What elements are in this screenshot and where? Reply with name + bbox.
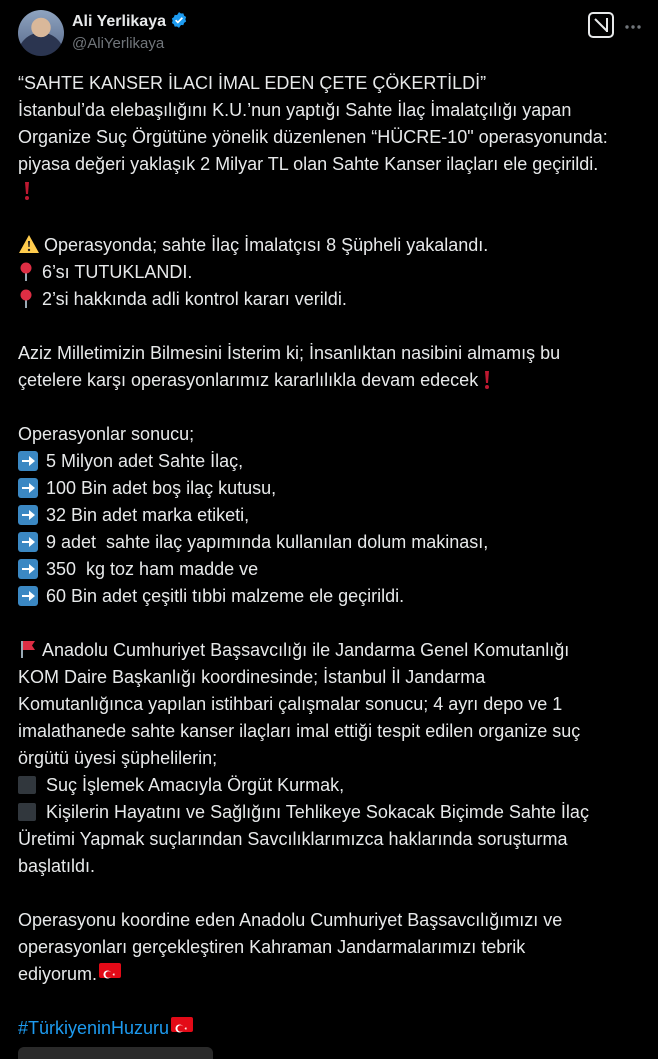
right-arrow-icon: [18, 586, 38, 606]
hashtag-link[interactable]: #TürkiyeninHuzuru: [18, 1018, 170, 1038]
turkey-flag-icon: [171, 1017, 193, 1032]
media-preview[interactable]: [18, 1047, 213, 1059]
warning-icon: [18, 234, 40, 254]
control-text: 2’si hakkında adli kontrol kararı verildi.: [42, 289, 347, 309]
coord-line: örgütü üyesi şüphelilerin;: [18, 748, 218, 768]
result-text: 5 Milyon adet Sahte İlaç,: [46, 451, 244, 471]
exclamation-line: [18, 178, 648, 205]
result-item: [18, 475, 648, 502]
result-text: 350 kg toz ham madde ve: [46, 559, 259, 579]
nation-line: Aziz Milletimizin Bilmesini İsterim ki; İnsanlıktan nasibini almamış bu: [18, 343, 561, 363]
thanks-line: Operasyonu koordine eden Anadolu Cumhuriyet Başsavcılığımızı ve: [18, 910, 563, 930]
result-text: 60 Bin adet çeşitli tıbbi malzeme ele geçirildi.: [46, 586, 405, 606]
coord-text: Anadolu Cumhuriyet Başsavcılığı ile Jandarma Genel Komutanlığı: [42, 640, 570, 660]
control-line: [18, 286, 648, 313]
coord-line: Komutanlığınca yapılan istihbari çalışmalar sonucu; 4 ayrı depo ve 1: [18, 694, 563, 714]
hashtag-line: [18, 1015, 648, 1042]
result-text: 32 Bin adet marka etiketi,: [46, 505, 250, 525]
author-name-text[interactable]: Ali Yerlikaya: [72, 13, 166, 30]
intro-line: piyasa değeri yaklaşık 2 Milyar TL olan Sahte Kanser ilaçları ele geçirildi.: [18, 154, 599, 174]
grok-icon[interactable]: [588, 12, 614, 38]
coord-line: KOM Daire Başkanlığı koordinesinde; İstanbul İl Jandarma: [18, 667, 486, 687]
charge-text: Kişilerin Hayatını ve Sağlığını Tehlikeye Sokacak Biçimde Sahte İlaç: [46, 802, 589, 822]
charge-line: [18, 799, 648, 826]
arrest-line: [18, 259, 648, 286]
pin-icon: [18, 262, 34, 282]
warning-line: [18, 232, 648, 259]
charge-line: Üretimi Yapmak suçlarından Savcılıklarımızca haklarında soruşturma: [18, 829, 568, 849]
author-handle[interactable]: @AliYerlikaya: [72, 35, 165, 52]
nation-text: çetelere karşı operasyonlarımız kararlılıkla devam edecek: [18, 370, 479, 390]
right-arrow-icon: [18, 532, 38, 552]
warning-text: Operasyonda; sahte İlaç İmalatçısı 8 Şüpheli yakalandı.: [44, 235, 489, 255]
right-arrow-icon: [18, 478, 38, 498]
exclamation-icon: [482, 370, 492, 390]
results-title: Operasyonlar sonucu;: [18, 424, 195, 444]
author-name[interactable]: [72, 11, 188, 31]
result-item: [18, 448, 648, 475]
black-square-icon: [18, 803, 36, 821]
result-text: 100 Bin adet boş ilaç kutusu,: [46, 478, 277, 498]
right-arrow-icon: [18, 559, 38, 579]
headline: “SAHTE KANSER İLACI İMAL EDEN ÇETE ÇÖKERTİLDİ”: [18, 73, 487, 93]
more-icon[interactable]: [624, 18, 642, 36]
black-square-icon: [18, 776, 36, 794]
result-item: [18, 556, 648, 583]
avatar[interactable]: [18, 10, 64, 56]
tweet-text: [18, 70, 648, 1042]
result-item: [18, 502, 648, 529]
verified-badge-icon: [170, 11, 188, 29]
tweet-header: [18, 10, 642, 60]
result-item: [18, 529, 648, 556]
charge-line: başlatıldı.: [18, 856, 96, 876]
nation-line: [18, 367, 648, 394]
charge-text: Suç İşlemek Amacıyla Örgüt Kurmak,: [46, 775, 345, 795]
exclamation-icon: [22, 181, 32, 201]
coord-line: [18, 637, 648, 664]
pin-icon: [18, 289, 34, 309]
arrest-text: 6’sı TUTUKLANDI.: [42, 262, 193, 282]
result-item: [18, 583, 648, 610]
red-flag-icon: [18, 639, 38, 659]
thanks-line: [18, 961, 648, 988]
right-arrow-icon: [18, 451, 38, 471]
charge-line: [18, 772, 648, 799]
thanks-text: ediyorum.: [18, 964, 98, 984]
coord-line: imalathanede sahte kanser ilaçları imal ettiği tespit edilen organize suç: [18, 721, 581, 741]
result-text: 9 adet sahte ilaç yapımında kullanılan dolum makinası,: [46, 532, 489, 552]
turkey-flag-icon: [99, 963, 121, 978]
intro-line: Organize Suç Örgütüne yönelik düzenlenen “HÜCRE-10" operasyonunda:: [18, 127, 608, 147]
intro-line: İstanbul’da elebaşılığını K.U.’nun yaptığı Sahte İlaç İmalatçılığı yapan: [18, 100, 572, 120]
right-arrow-icon: [18, 505, 38, 525]
thanks-line: operasyonları gerçekleştiren Kahraman Jandarmalarımızı tebrik: [18, 937, 526, 957]
